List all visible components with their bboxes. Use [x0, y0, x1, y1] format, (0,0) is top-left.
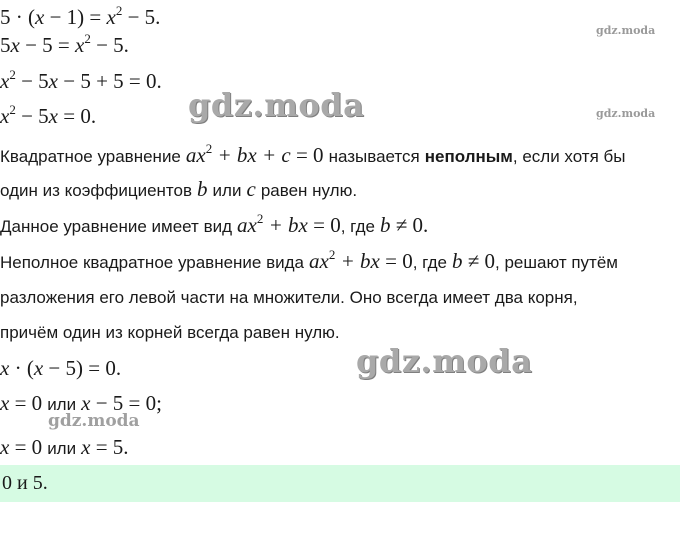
- answer-text: 0 и 5.: [2, 472, 48, 494]
- coef-b: b: [197, 177, 208, 201]
- definition-text-c: , если хотя бы: [512, 147, 626, 166]
- equation-line-2: $5x - 5 = x^2 - 5$.: [0, 31, 129, 57]
- watermark-large-2: gdz.moda: [356, 342, 533, 380]
- definition-line-2: [0, 177, 357, 203]
- method-equation: $ax^2$ + bx = 0: [309, 247, 413, 273]
- coefficients-text: один из коэффициентов: [0, 181, 193, 200]
- watermark-top-right: gdz.moda: [596, 24, 656, 37]
- answer-box: [0, 465, 680, 502]
- method-condition: b ≠ 0: [451, 249, 496, 273]
- watermark-mid: gdz.moda: [48, 411, 140, 431]
- form-equation: $ax^2$ + bx = 0: [237, 211, 341, 237]
- definition-line-1: [0, 143, 625, 169]
- roots-line-1: x = 0 или x − 5 = 0;: [0, 391, 162, 415]
- method-text-c: , решают путём: [495, 253, 618, 272]
- definition-text-b: называется: [328, 147, 420, 166]
- method-where: , где: [412, 253, 447, 272]
- form-where: , где: [340, 217, 375, 236]
- equation-line-1: $5 \cdot (x - 1) = x^2 - 5$.: [0, 3, 161, 29]
- method-line-1: [0, 249, 618, 275]
- or-text: или: [212, 181, 242, 200]
- method-text-a: Неполное квадратное уравнение вида: [0, 253, 305, 272]
- general-equation: $ax^2$ + bx + c = 0: [185, 141, 324, 167]
- form-line: [0, 213, 428, 239]
- roots-or-1: или: [47, 395, 77, 414]
- zero-text: равен нулю.: [260, 181, 358, 200]
- form-text: Данное уравнение имеет вид: [0, 217, 233, 236]
- watermark-right: gdz.moda: [596, 107, 656, 120]
- form-condition: b ≠ 0.: [379, 213, 429, 237]
- method-line-2: разложения его левой части на множители. Оно всегда имеет два корня,: [0, 288, 578, 307]
- roots-line-2: x = 0 или x = 5.: [0, 435, 129, 459]
- roots-or-2: или: [47, 439, 77, 458]
- factored-equation: x · (x − 5) = 0.: [0, 356, 122, 380]
- definition-text-a: Квадратное уравнение: [0, 147, 181, 166]
- equation-line-3: $x^2 - 5x - 5 + 5 = 0$.: [0, 67, 162, 93]
- watermark-large-1: gdz.moda: [188, 86, 365, 124]
- coef-c: c: [246, 177, 256, 201]
- method-line-3: причём один из корней всегда равен нулю.: [0, 323, 340, 342]
- definition-bold: неполным: [424, 147, 513, 166]
- equation-line-4: $x^2 - 5x = 0$.: [0, 102, 97, 128]
